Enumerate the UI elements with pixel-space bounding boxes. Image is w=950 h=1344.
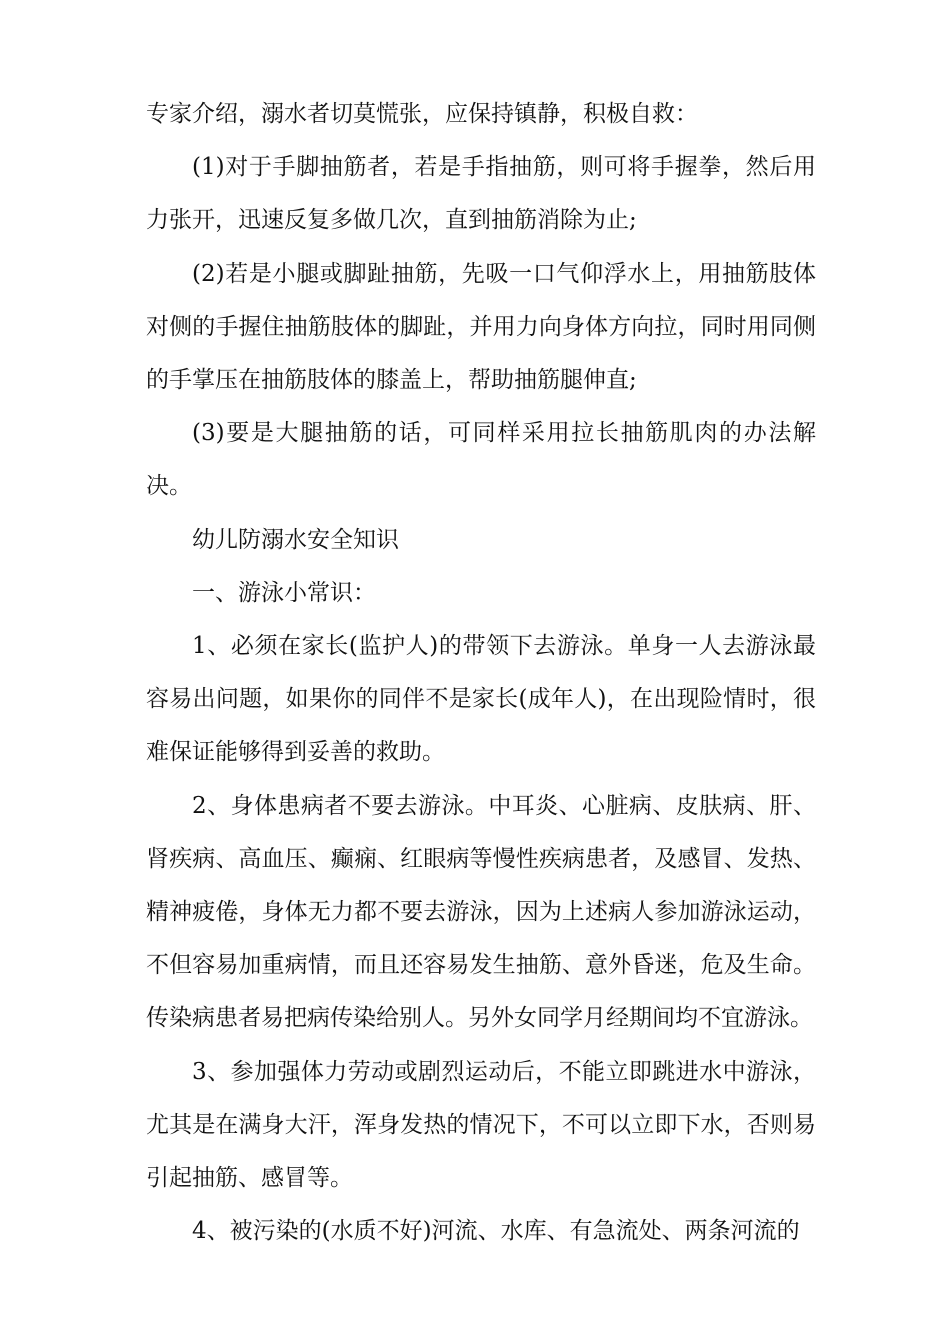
section-heading: 幼儿防溺水安全知识 — [192, 526, 399, 553]
paragraph-item-1: (1)对于手脚抽筋者，若是手指抽筋，则可将手握拳，然后用力张开，迅速反复多做几次，直到抽筋消除为止; — [146, 154, 816, 234]
paragraph-rule-2: 2、身体患病者不要去游泳。中耳炎、心脏病、皮肤病、肝、肾疾病、高血压、癫痫、红眼病等慢性疾病患者，及感冒、发热、精神疲倦，身体无力都不要去游泳，因为上述病人参加游泳运动，不但容易加重病情，而且还容易发生抽筋、意外昏迷，危及生命。传染病患者易把病传染给别人。另外女同学月经期间均不宜游泳。 — [146, 792, 816, 1032]
paragraph-rule-3: 3、参加强体力劳动或剧烈运动后，不能立即跳进水中游泳，尤其是在满身大汗，浑身发热的情况下，不可以立即下水，否则易引起抽筋、感冒等。 — [146, 1058, 816, 1192]
paragraph-item-2: (2)若是小腿或脚趾抽筋，先吸一口气仰浮水上，用抽筋肢体对侧的手握住抽筋肢体的脚趾，并用力向身体方向拉，同时用同侧的手掌压在抽筋肢体的膝盖上，帮助抽筋腿伸直; — [146, 260, 816, 394]
document-body — [146, 88, 816, 1258]
paragraph-item-3: (3)要是大腿抽筋的话，可同样采用拉长抽筋肌肉的办法解决。 — [146, 420, 816, 500]
paragraph-rule-4: 4、被污染的(水质不好)河流、水库、有急流处、两条河流的 — [192, 1218, 800, 1245]
subsection-heading: 一、游泳小常识： — [192, 579, 376, 606]
paragraph-intro: 专家介绍，溺水者切莫慌张，应保持镇静，积极自救： — [146, 101, 698, 127]
paragraph-rule-1: 1、必须在家长(监护人)的带领下去游泳。单身一人去游泳最容易出问题，如果你的同伴不是家长(成年人)，在出现险情时，很难保证能够得到妥善的救助。 — [146, 633, 816, 766]
